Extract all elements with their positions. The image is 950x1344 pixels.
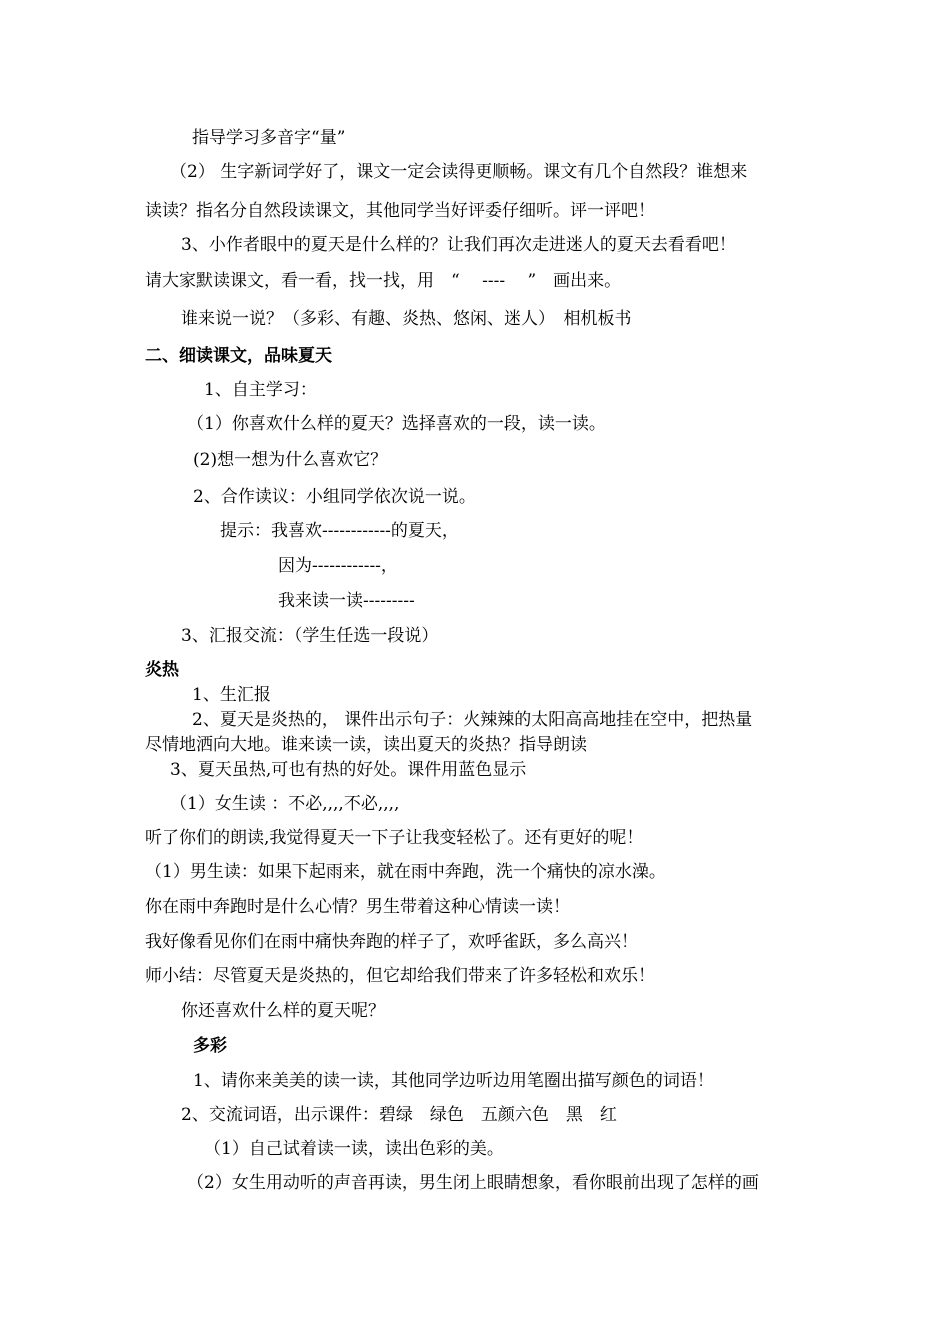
text-line: （1）女生读 ：不必,,,,不必,,,,	[170, 794, 400, 814]
text-line: 3、夏天虽热,可也有热的好处。课件用蓝色显示	[170, 760, 527, 780]
sub-heading-hot: 炎热	[145, 660, 179, 680]
text-line: 因为------------，	[278, 556, 398, 576]
text-line: 2、合作读议：小组同学依次说一说。	[193, 487, 476, 507]
text-line: (2)想一想为什么喜欢它？	[193, 450, 388, 470]
sub-heading-colorful: 多彩	[193, 1036, 227, 1056]
text-line: 读读？指名分自然段读课文，其他同学当好评委仔细听。评一评吧！	[145, 201, 655, 221]
text-line: 指导学习多音字“量”	[192, 128, 346, 148]
text-line: 提示：我喜欢------------的夏天，	[220, 521, 459, 541]
text-line: 1、生汇报	[192, 685, 271, 705]
text-line: （1）你喜欢什么样的夏天？选择喜欢的一段，读一读。	[187, 414, 606, 434]
text-line: 3、小作者眼中的夏天是什么样的？让我们再次走进迷人的夏天去看看吧！	[181, 235, 736, 255]
text-line: 2、交流词语，出示课件：碧绿 绿色 五颜六色 黑 红	[181, 1105, 617, 1125]
text-line: 2、夏天是炎热的， 课件出示句子：火辣辣的太阳高高地挂在空中，把热量	[192, 710, 753, 730]
text-line: （1）自己试着读一读，读出色彩的美。	[204, 1139, 504, 1159]
text-line: 师小结：尽管夏天是炎热的，但它却给我们带来了许多轻松和欢乐！	[145, 966, 655, 986]
text-line: 尽情地洒向大地。谁来读一读，读出夏天的炎热？指导朗读	[145, 735, 587, 755]
text-line: 1、自主学习：	[204, 380, 317, 400]
text-line: 你还喜欢什么样的夏天呢？	[181, 1001, 385, 1021]
text-line: （2） 生字新词学好了，课文一定会读得更顺畅。课文有几个自然段？谁想来	[170, 162, 748, 182]
text-line: 1、请你来美美的读一读，其他同学边听边用笔圈出描写颜色的词语！	[193, 1071, 714, 1091]
text-line: 我好像看见你们在雨中痛快奔跑的样子了，欢呼雀跃，多么高兴！	[145, 932, 638, 952]
section-heading: 二、细读课文，品味夏天	[145, 346, 332, 366]
text-line: 你在雨中奔跑时是什么心情？男生带着这种心情读一读！	[145, 897, 570, 917]
text-line: 请大家默读课文，看一看，找一找，用 “ ---- ” 画出来。	[145, 271, 622, 291]
text-line: 谁来说一说？（多彩、有趣、炎热、悠闲、迷人） 相机板书	[181, 309, 632, 329]
text-line: 听了你们的朗读,我觉得夏天一下子让我变轻松了。还有更好的呢！	[145, 828, 644, 848]
text-line: （2）女生用动听的声音再读，男生闭上眼睛想象，看你眼前出现了怎样的画	[187, 1173, 759, 1193]
text-line: 我来读一读---------	[278, 591, 415, 611]
text-line: 3、汇报交流：（学生任选一段说）	[181, 626, 439, 646]
text-line: （1）男生读：如果下起雨来，就在雨中奔跑，洗一个痛快的凉水澡。	[145, 862, 666, 882]
